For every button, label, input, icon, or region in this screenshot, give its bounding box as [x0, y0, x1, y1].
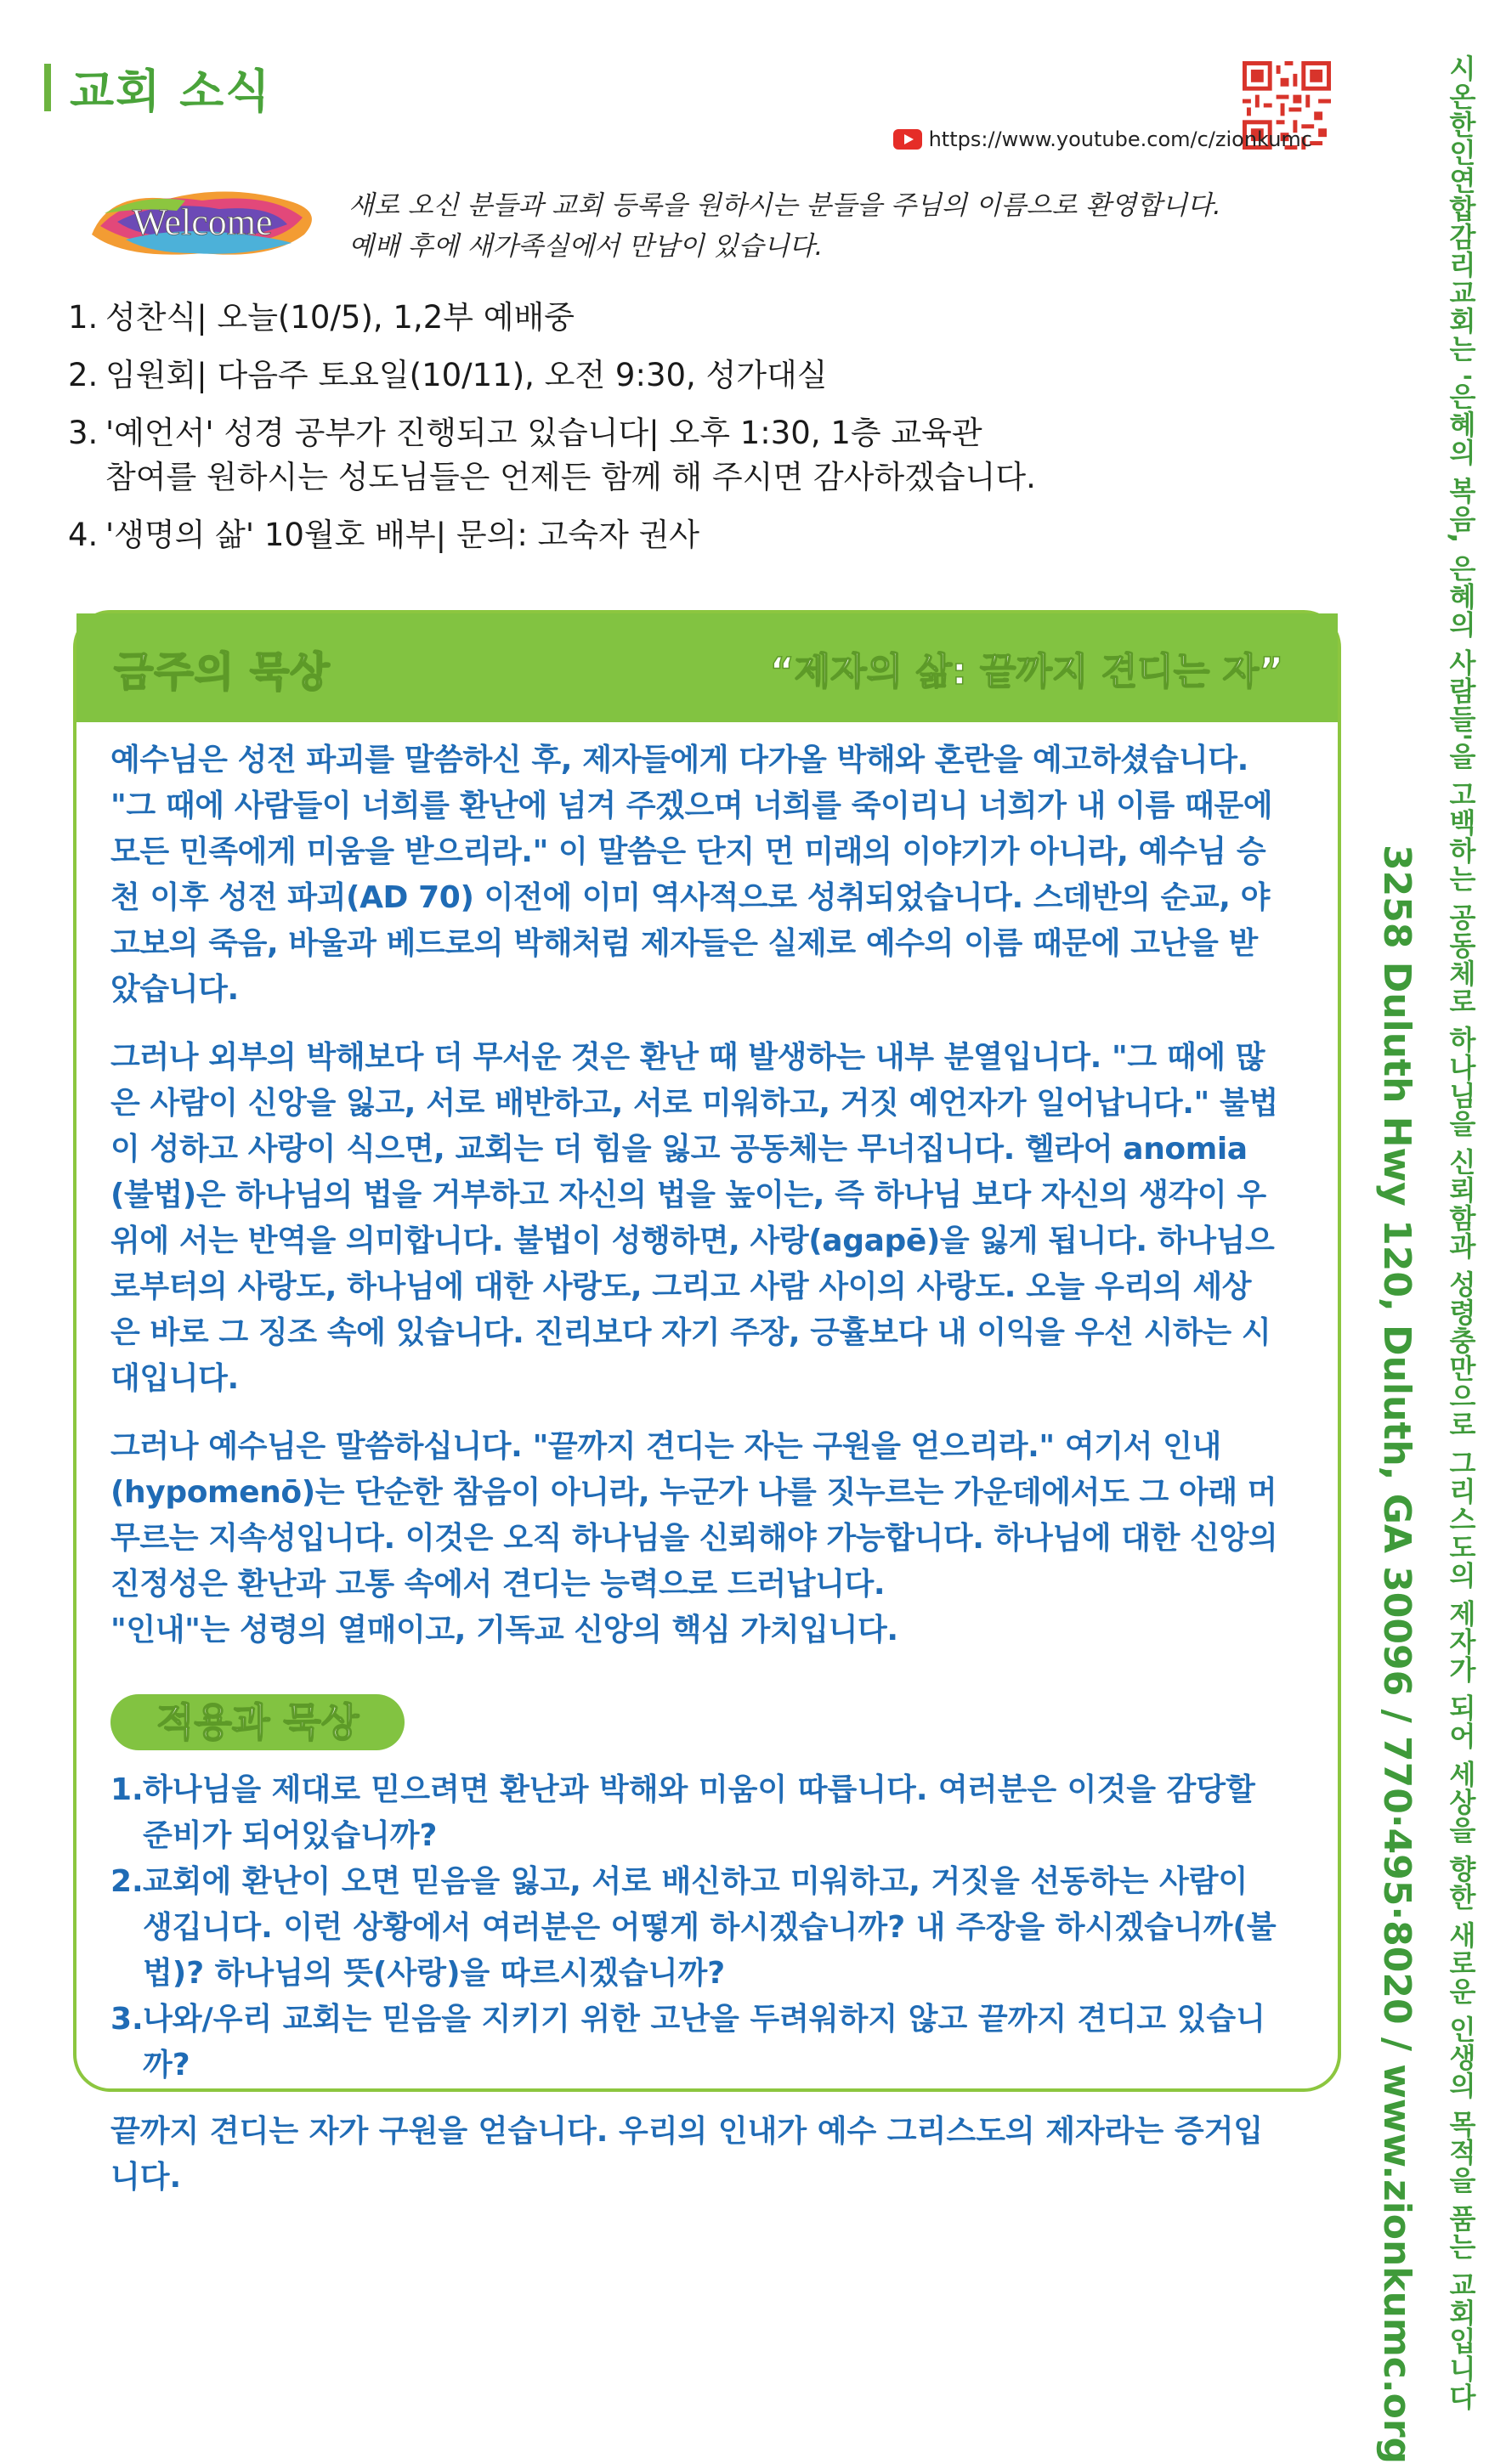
notice-item [68, 411, 1300, 500]
apply-item [110, 1997, 1278, 2088]
welcome-logo [75, 175, 330, 268]
notice-text-line-2: 참여를 원하시는 성도님들은 언제든 함께 해 주시면 감사하겠습니다. [105, 459, 1036, 495]
notice-number: 1. [68, 299, 99, 336]
notice-number: 4. [68, 517, 99, 553]
apply-number: 3. [110, 2002, 144, 2037]
notice-text: '예언서' 성경 공부가 진행되고 있습니다| 오후 1:30, 1층 교육관 [105, 415, 982, 451]
apply-number: 1. [110, 1772, 144, 1807]
meditation-paragraph-3: 그러나 예수님은 말씀하십니다. "끝까지 견디는 자는 구원을 얻으리라." 여기서 인내(hypomenō)는 단순한 참음이 아니라, 누군가 나를 짓누르는 가운데에서도 그 아래 머무르는 지속성입니다. 이것은 오직 하나님을 신뢰해야 가능합니다. 하나님에 대한 신앙의 진정성은 환난과 고통 속에서 견디는 능력으로 드러납니다. [110, 1429, 1278, 1602]
header-accent-bar [44, 64, 51, 111]
meditation-box [73, 610, 1341, 2195]
apply-number: 2. [110, 1864, 144, 1899]
notice-item [68, 513, 1300, 557]
youtube-url: https://www.youtube.com/c/zionkumc [928, 127, 1312, 151]
youtube-icon [893, 129, 922, 150]
notice-text: 성찬식| 오늘(10/5), 1,2부 예배중 [105, 299, 575, 336]
welcome-message [348, 185, 1283, 267]
notice-item [68, 353, 1300, 398]
meditation-subtitle: “제자의 삶: 끝까지 견디는 자” [769, 650, 1283, 693]
apply-text: 교회에 환난이 오면 믿음을 잃고, 서로 배신하고 미워하고, 거짓을 선동하는 사람이 생깁니다. 이런 상황에서 여러분은 어떻게 하시겠습니까? 내 주장을 하시겠습니까(불법)? 하나님의 뜻(사랑)을 따르시겠습니까? [143, 1864, 1277, 1991]
apply-section-title: 적용과 묵상 [110, 1694, 405, 1750]
church-slogan: 시온한인연합감리교회는 '은혜의 복음, 은혜의 사람들'을 고백하는 공동체로 하나님을 신뢰함과 성령충만으로 그리스도의 제자가 되어 세상을 향한 새로운 인생의 목적을 품는 교회입니다 [1445, 54, 1477, 2411]
apply-item [110, 1859, 1278, 1997]
section-header [44, 59, 271, 116]
meditation-body [76, 722, 1338, 2201]
welcome-line-2: 예배 후에 새가족실에서 만남이 있습니다. [348, 231, 824, 262]
meditation-paragraph-2: 그러나 외부의 박해보다 더 무서운 것은 환난 때 발생하는 내부 분열입니다. "그 때에 많은 사람이 신앙을 잃고, 서로 배반하고, 서로 미워하고, 거짓 예언자가 일어납니다." 불법이 성하고 사랑이 식으면, 교회는 더 힘을 잃고 공동체는 무너집니다. 헬라어 anomia (불법)은 하나님의 법을 거부하고 자신의 법을 높이는, 즉 하나님 보다 자신의 생각이 우위에 서는 반역을 의미합니다. 불법이 성행하면, 사랑(agapē)을 잃게 됩니다. 하나님으로부터의 사랑도, 하나님에 대한 사랑도, 그리고 사람 사이의 사랑도. 오늘 우리의 세상은 바로 그 징조 속에 있습니다. 진리보다 자기 주장, 긍휼보다 내 이익을 우선 시하는 시대입니다. [110, 1040, 1278, 1396]
apply-text: 하나님을 제대로 믿으려면 환난과 박해와 미움이 따릅니다. 여러분은 이것을 감당할 준비가 되어있습니까? [143, 1772, 1255, 1853]
page-title: 교회 소식 [70, 64, 272, 118]
meditation-paragraph-1: 예수님은 성전 파괴를 말씀하신 후, 제자들에게 다가올 박해와 혼란을 예고하셨습니다. "그 때에 사람들이 너희를 환난에 넘겨 주겠으며 너희를 죽이리니 너희가 내 이름 때문에 모든 민족에게 미움을 받으리라." 이 말씀은 단지 먼 미래의 이야기가 아니라, 예수님 승천 이후 성전 파괴(AD 70) 이전에 이미 역사적으로 성취되었습니다. 스데반의 순교, 야고보의 죽음, 바울과 베드로의 박해처럼 제자들은 실제로 예수의 이름 때문에 고난을 받았습니다. [110, 743, 1273, 1007]
welcome-logo-text: Welcome [132, 201, 273, 243]
notice-item [68, 296, 1300, 340]
youtube-link[interactable] [893, 127, 1312, 151]
closing-statement: 끝까지 견디는 자가 구원을 얻습니다. 우리의 인내가 예수 그리스도의 제자라는 증거입니다. [110, 2114, 1264, 2195]
notice-text: '생명의 삶' 10월호 배부| 문의: 고숙자 권사 [105, 517, 700, 553]
meditation-title: 금주의 묵상 [114, 647, 331, 696]
notice-list [68, 296, 1300, 571]
meditation-paragraph-4: "인내"는 성령의 열매이고, 기독교 신앙의 핵심 가치입니다. [110, 1613, 898, 1647]
notice-number: 2. [68, 357, 99, 393]
notice-number: 3. [68, 415, 99, 451]
welcome-line-1: 새로 오신 분들과 교회 등록을 원하시는 분들을 주님의 이름으로 환영합니다. [348, 190, 1221, 221]
meditation-header [76, 613, 1338, 722]
apply-text: 나와/우리 교회는 믿음을 지키기 위한 고난을 두려워하지 않고 끝까지 견디고 있습니까? [143, 2002, 1265, 2083]
apply-item [110, 1767, 1278, 1859]
church-address: 3258 Duluth Hwy 120, Duluth, GA 30096 / 770·495·8020 / www.zionkumc.org [1375, 845, 1418, 2464]
sidebar [1360, 54, 1496, 2464]
notice-text: 임원회| 다음주 토요일(10/11), 오전 9:30, 성가대실 [105, 357, 828, 393]
